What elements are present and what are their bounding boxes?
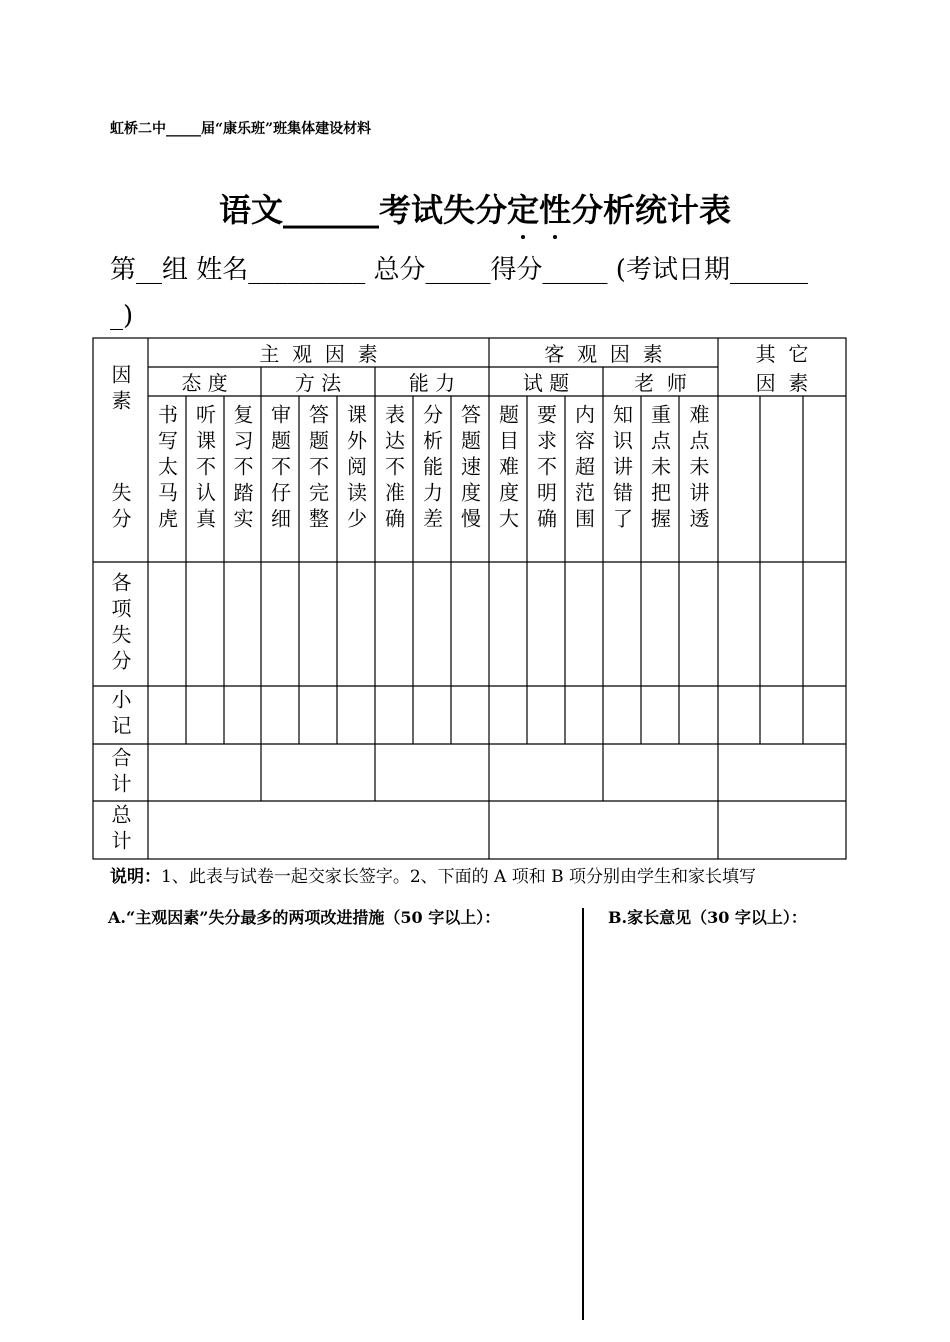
sub-attitude: 态 度	[181, 371, 228, 395]
section-b-heading: B.家长意见（30 字以上）：	[608, 908, 807, 927]
factor-label: 内容超范围	[571, 404, 596, 534]
factor-label: 题目难度大	[495, 404, 520, 534]
info-line-2: _)	[110, 301, 134, 331]
corner-label-loss: 失分	[108, 482, 132, 534]
factor-label: 表达不准确	[381, 404, 406, 534]
factor-label: 知识讲错了	[609, 404, 634, 534]
row-label-each: 各项失分	[108, 572, 132, 676]
group-subjective: 主 观 因 素	[259, 342, 378, 366]
info-line-1: 第__组 姓名_________ 总分_____得分_____ (考试日期______	[110, 255, 808, 285]
document-header: 虹桥二中_____届“康乐班”班集体建设材料	[110, 121, 372, 137]
title-dot-char-1: 定	[507, 185, 539, 231]
factor-label: 审题不仔细	[267, 404, 292, 534]
row-label-sum: 合计	[108, 746, 132, 799]
note-label: 说明：	[110, 867, 161, 887]
corner-label-factor: 因素	[108, 364, 132, 416]
factor-label: 重点未把握	[647, 404, 672, 534]
sub-ability: 能 力	[408, 371, 456, 395]
sub-paper: 试 题	[522, 371, 570, 395]
group-other-2: 因 素	[755, 371, 809, 395]
factor-label: 听课不认真	[192, 404, 217, 534]
note	[110, 862, 756, 887]
title-dot-char-2: 性	[539, 185, 571, 231]
title-mid: 考试失分	[378, 191, 507, 229]
sub-method: 方 法	[294, 371, 342, 395]
group-objective: 客 观 因 素	[544, 342, 663, 366]
factor-label: 要求不明确	[533, 404, 558, 534]
group-other-1: 其 它	[755, 342, 809, 366]
factor-label: 答题速度慢	[457, 404, 482, 534]
title-suffix: 分析统计表	[571, 191, 732, 229]
sub-teacher: 老 师	[634, 371, 687, 395]
row-label-subtotal: 小记	[108, 689, 132, 741]
factor-label: 复习不踏实	[230, 404, 254, 534]
section-a-heading: A.“主观因素”失分最多的两项改进措施（50 字以上）：	[108, 908, 501, 927]
section-divider	[582, 908, 584, 1320]
row-label-total: 总计	[108, 804, 132, 856]
note-text: 1、此表与试卷一起交家长签字。2、下面的 A 项和 B 项分别由学生和家长填写	[161, 867, 757, 887]
title-prefix: 语文	[218, 191, 283, 229]
factor-label: 课外阅读少	[343, 404, 368, 534]
factor-label: 书写太马虎	[154, 404, 179, 534]
title-blank: ______	[282, 191, 379, 229]
factor-label: 分析能力差	[419, 404, 444, 534]
factor-label: 难点未讲透	[686, 404, 710, 534]
factor-label: 答题不完整	[305, 404, 330, 534]
